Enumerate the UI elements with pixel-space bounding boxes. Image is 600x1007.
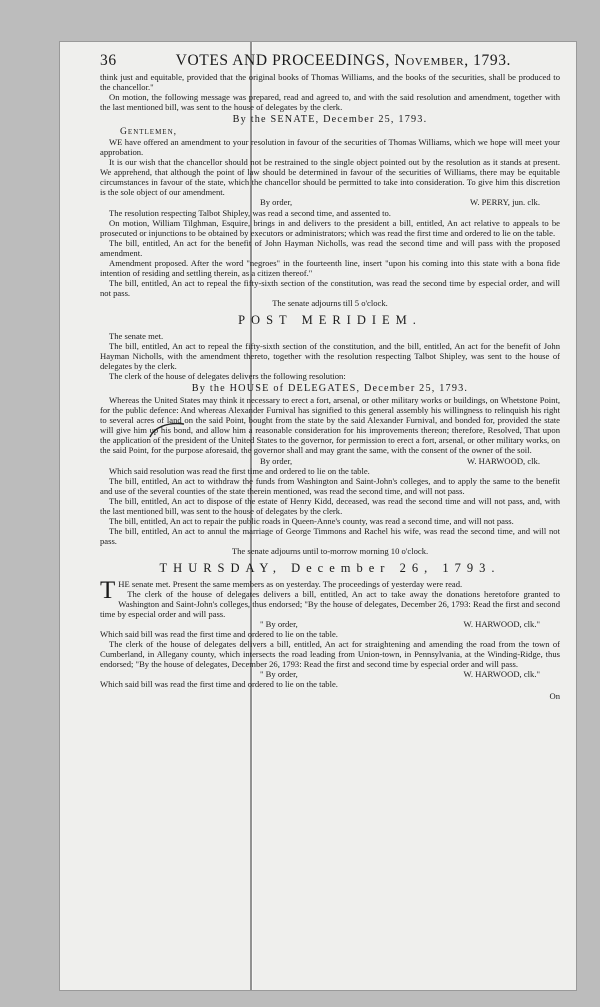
signature-by-order: " By order, xyxy=(260,669,298,680)
signature-harwood-3 xyxy=(100,669,560,679)
pm-paragraph-5: The bill, entitled, An act to withdraw the funds from Washington and Saint-John's colleges, and to apply the same to the benefit and use of the several counties of the state therein mentioned, was read the second time, and will not pass. xyxy=(100,475,560,496)
delegates-resolution: Whereas the United States may think it necessary to erect a fort, arsenal, or other military works or buildings, on Whetstone Point, for the public defence: And whereas Alexander Furnival has signified to this general assembly his willingness to relinquish his right to several acres of land on the said Point, bought from the state by the said Alexander Furnival, and bonded for, provided the state will give him up his bond, and allow him a reasonable consideration for his improvements thereon; therefore, Resolved, That upon the application of the president of the United States to the governor, for permission to erect a fort, arsenal, or other military works, on the said Point, for the purpose aforesaid, the governor shall and may grant the same, with the consent of the owner of the soil. xyxy=(100,395,560,456)
page-content xyxy=(100,52,560,701)
thursday-paragraph-4: Which said bill was read the first time and ordered to lie on the table. xyxy=(100,679,338,690)
signature-name: W. HARWOOD, clk." xyxy=(463,619,540,630)
thursday-opening xyxy=(100,576,560,604)
thursday-paragraph-2: Which said bill was read the first time and ordered to lie on the table. xyxy=(100,629,338,640)
thursday-paragraph-3: The clerk of the house of delegates delivers a bill, entitled, An act for straightening and amending the road from the town of Cumberland, in Allegany county, which intersects the road leading from Union-town, in Pennsylvania, at the Winding-Ridge, thus endorsed; "By the house of delegates, December 26, 1793: Read the first and second time by especial order and will pass. xyxy=(100,639,560,670)
pm-paragraph-2: The bill, entitled, An act to repeal the fifty-sixth section of the constitution, and the bill, entitled, An act for the benefit of John Hayman Nicholls, with the amendment thereto, together with the resolution respecting Talbot Shipley, was sent to the house of delegates by the clerk. xyxy=(100,341,560,372)
signature-name: W. HARWOOD, clk." xyxy=(463,669,540,680)
morning-paragraph-5: The bill, entitled, An act to repeal the fifty-sixth section of the constitution, was read the second time by especial order, and will not pass. xyxy=(100,277,560,298)
signature-name: W. HARWOOD, clk. xyxy=(467,455,540,466)
senate-message-paragraph-1: WE have offered an amendment to your resolution in favour of the securities of Thomas Williams, which we hope will meet your approbation. xyxy=(100,137,560,158)
drop-cap-letter: T xyxy=(100,576,116,604)
pm-paragraph-6: The bill, entitled, An act to dispose of the estate of Henry Kidd, deceased, was read the second time and will not pass, and, with the last mentioned bill, was sent to the house of delegates by the clerk. xyxy=(100,495,560,516)
signature-perry xyxy=(100,197,560,207)
adjournment-notice-2: The senate adjourns until to-morrow morning 10 o'clock. xyxy=(231,545,429,556)
post-meridiem-heading: POST MERIDIEM. xyxy=(238,312,422,327)
signature-by-order: By order, xyxy=(260,455,293,466)
morning-paragraph-3: The bill, entitled, An act for the benefit of John Hayman Nicholls, was read the second time and will pass with the proposed amendment. xyxy=(100,237,560,258)
signature-harwood xyxy=(100,456,560,466)
signature-by-order: " By order, xyxy=(260,619,298,630)
thursday-opening-text: HE senate met. Present the same members as on yesterday. The proceedings of yesterday were read. xyxy=(118,578,463,589)
opening-paragraph-2: On motion, the following message was prepared, read and agreed to, and with the said resolution and amendment, together with the last mentioned bill, was sent to the house of delegates by the clerk. xyxy=(100,92,560,113)
signature-by-order: By order, xyxy=(260,197,293,208)
adjournment-notice-1: The senate adjourns till 5 o'clock. xyxy=(272,297,388,308)
page-number: 36 xyxy=(100,52,117,69)
opening-paragraph-1: think just and equitable, provided that the original books of Thomas Williams, and the books of the securities, shall be produced to the chancellor." xyxy=(100,72,560,93)
pm-paragraph-7: The bill, entitled, An act to repair the public roads in Queen-Anne's county, was read a second time, and will not pass. xyxy=(109,515,514,526)
thursday-heading: THURSDAY, December 26, 1793. xyxy=(159,560,501,575)
running-header xyxy=(100,52,560,70)
delegates-heading: By the HOUSE of DELEGATES, December 25, 1793. xyxy=(191,383,469,395)
signature-harwood-2 xyxy=(100,619,560,629)
senate-heading: By the SENATE, December 25, 1793. xyxy=(232,114,428,126)
morning-paragraph-4: Amendment proposed. After the word "negroes" in the fourteenth line, insert "upon his coming into this state with a bona fide intention of residing and settling therein, as a citizen thereof." xyxy=(100,257,560,278)
document-page xyxy=(60,42,576,990)
morning-paragraph-2: On motion, William Tilghman, Esquire, brings in and delivers to the president a bill, entitled, An act relative to appeals to be prosecuted or injunctions to be obtained by executors or administrators; which was read the first time and ordered to lie on the table. xyxy=(100,217,560,238)
pm-paragraph-1: The senate met. xyxy=(109,330,164,341)
pm-paragraph-3: The clerk of the house of delegates delivers the following resolution: xyxy=(109,371,346,382)
morning-paragraph-1: The resolution respecting Talbot Shipley, was read a second time, and assented to. xyxy=(109,207,391,218)
catchword: On xyxy=(549,691,560,702)
senate-message-paragraph-2: It is our wish that the chancellor should not be restrained to the single object pointed out by the resolution as it stands at present. We apprehend, that although the point of law should be determined in favour of the securities of Williams, there may be equitable circumstances in favour of the state, which the chancellor should be permitted to take into consideration. To give him this discretion is the sole object of our amendment. xyxy=(100,157,560,198)
page-title: VOTES AND PROCEEDINGS, November, 1793. xyxy=(175,52,512,69)
pm-paragraph-4: Which said resolution was read the first time and ordered to lie on the table. xyxy=(109,465,370,476)
signature-name: W. PERRY, jun. clk. xyxy=(470,197,540,208)
salutation: Gentlemen, xyxy=(120,126,178,138)
pm-paragraph-8: The bill, entitled, An act to annul the marriage of George Timmons and Rachel his wife, was read the second time, and will not pass. xyxy=(100,525,560,546)
thursday-paragraph-1: The clerk of the house of delegates delivers a bill, entitled, An act to take away the donations heretofore granted to Washington and Saint-John's colleges, thus endorsed; "By the house of delegates, December 26, 1793: Read the first and second time by especial order and will pass. xyxy=(100,589,560,620)
